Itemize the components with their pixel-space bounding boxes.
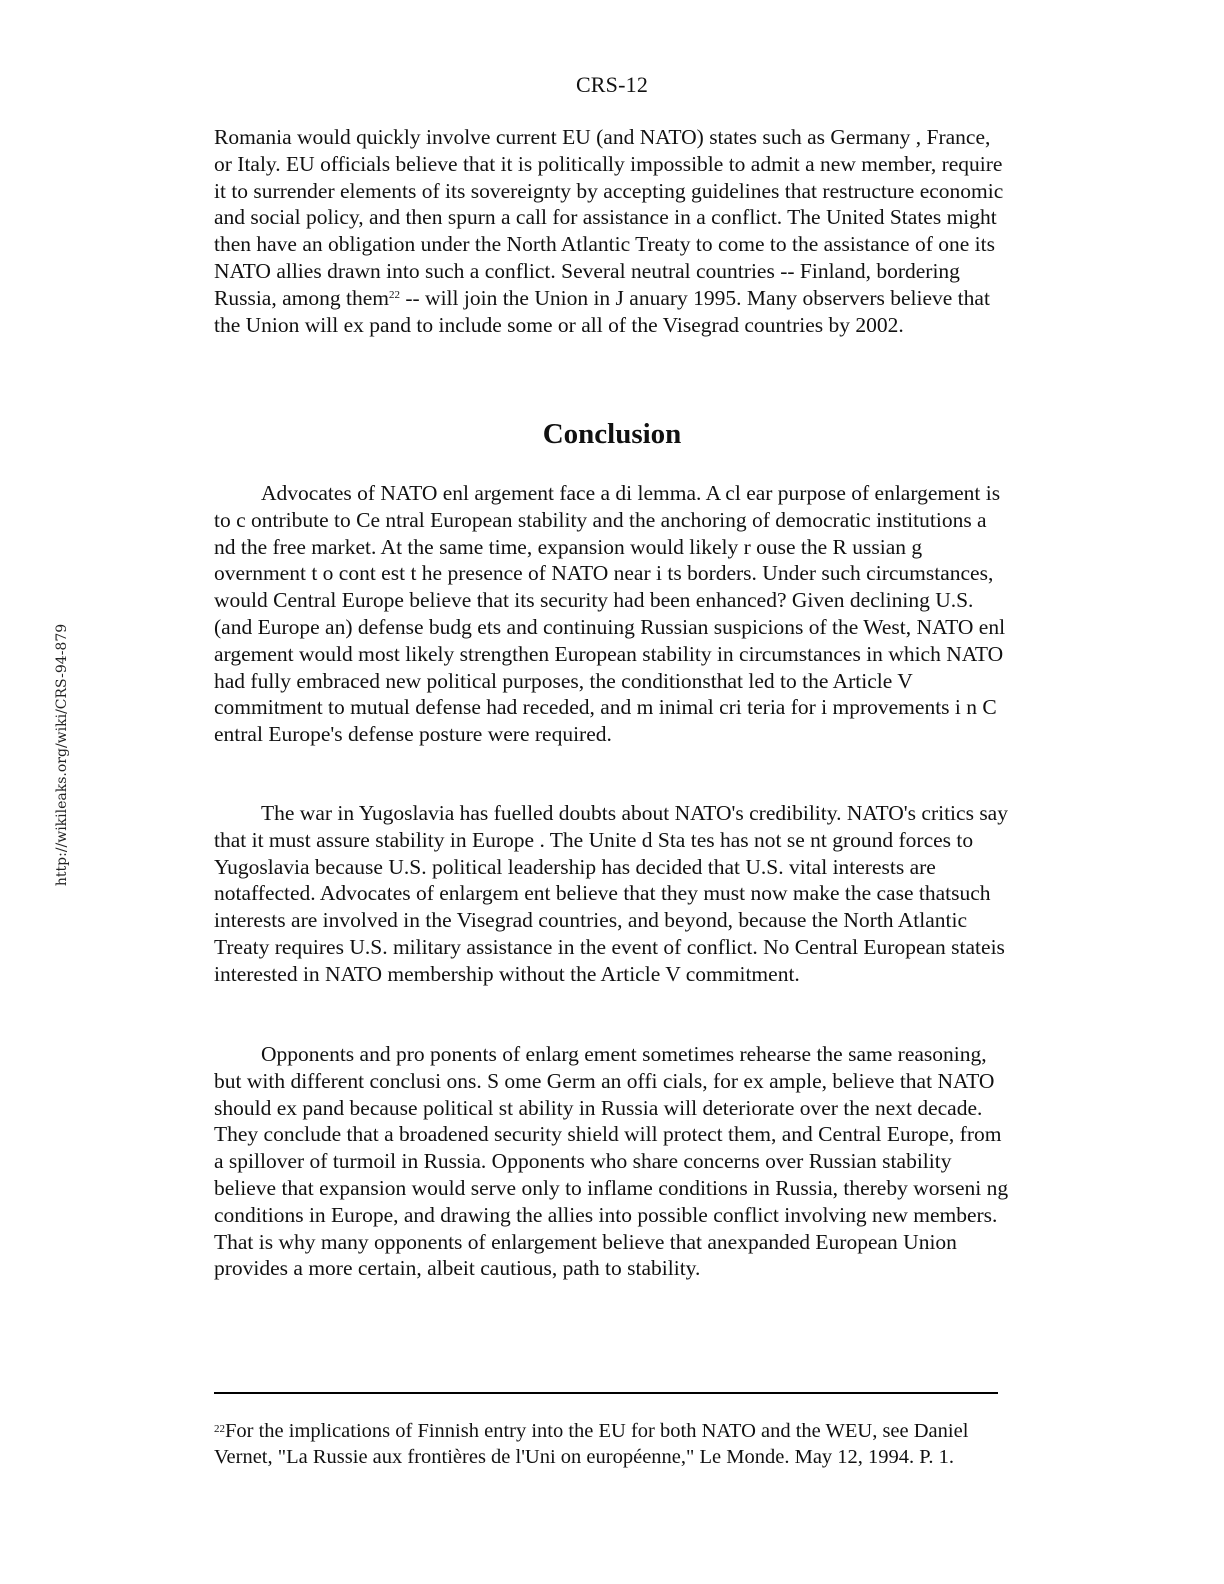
conclusion-paragraph-2-block bbox=[214, 800, 1010, 988]
footnote-22 bbox=[214, 1418, 1014, 1470]
page-number-header: CRS-12 bbox=[575, 72, 649, 97]
side-watermark-url: http://wikileaks.org/wiki/CRS-94-879 bbox=[54, 623, 70, 887]
intro-text-after-ref: -- will join the Union in J anuary 1995. Many observers believe that the Union will ex pand to include some or all of the Visegrad countries by 2002. bbox=[214, 285, 990, 337]
conclusion-paragraph-3-block bbox=[214, 1041, 1010, 1282]
footnote-text: For the implications of Finnish entry into the EU for both NATO and the WEU, see Daniel Vernet, "La Russie aux frontières de l'Uni on européenne," Le Monde. May 12, 1994. P. 1. bbox=[214, 1420, 969, 1468]
conclusion-paragraph-3: Opponents and pro ponents of enlarg ement sometimes rehearse the same reasoning, but with different conclusi ons. S ome Germ an offi cials, for ex ample, believe that NATO should ex pand because political st ability in Russia will deteriorate over the next decade. They conclude that a broadened security shield will protect them, and Central Europe, from a spillover of turmoil in Russia. Opponents who share concerns over Russian stability believe that expansion would serve only to inflame conditions in Russia, thereby worseni ng conditions in Europe, and drawing the allies into possible conflict involving new members. That is why many opponents of enlargement believe that anexpanded European Union provides a more certain, albeit cautious, path to stability. bbox=[214, 1042, 1009, 1281]
conclusion-paragraph-1-block bbox=[214, 480, 1010, 748]
footnote-reference-22[interactable]: 22 bbox=[388, 288, 400, 301]
footnote-divider bbox=[214, 1392, 998, 1394]
conclusion-paragraph-1: Advocates of NATO enl argement face a di lemma. A cl ear purpose of enlargement is to c ontribute to Ce ntral European stability and the anchoring of democratic institutions a nd the free market. At the same time, expansion would likely r ouse the R ussian g overnment t o cont est t he presence of NATO near i ts borders. Under such circumstances, would Central Europe believe that its security had been enhanced? Given declining U.S. (and Europe an) defense budg ets and continuing Russian suspicions of the West, NATO enl argement would most likely strengthen European stability in circumstances in which NATO had fully embraced new political purposes, the conditionsthat led to the Article V commitment to mutual defense had receded, and m inimal cri teria for i mprovements i n C entral Europe's defense posture were required. bbox=[214, 481, 1006, 747]
conclusion-paragraph-2: The war in Yugoslavia has fuelled doubts about NATO's credibility. NATO's critics say that it must assure stability in Europe . The Unite d Sta tes has not se nt ground forces to Yugoslavia because U.S. political leadership has decided that U.S. vital interests are notaffected. Advocates of enlargem ent believe that they must now make the case thatsuch interests are involved in the Visegrad countries, and beyond, because the North Atlantic Treaty requires U.S. military assistance in the event of conflict. No Central European stateis interested in NATO membership without the Article V commitment. bbox=[214, 801, 1008, 986]
intro-paragraph bbox=[214, 124, 1010, 338]
intro-text-before-ref: Romania would quickly involve current EU (and NATO) states such as Germany , France, or Italy. EU officials believe that it is politically impossible to admit a new member, require it to surrender elements of its sovereignty by accepting guidelines that restructure economic and social policy, and then spurn a call for assistance in a conflict. The United States might then have an obligation under the North Atlantic Treaty to come to the assistance of one its NATO allies drawn into such a conflict. Several neutral countries -- Finland, bordering Russia, among them bbox=[214, 125, 1004, 310]
intro-paragraph-block bbox=[214, 124, 1010, 338]
footnote-number: 22 bbox=[214, 1423, 225, 1435]
section-heading-conclusion: Conclusion bbox=[542, 418, 682, 450]
